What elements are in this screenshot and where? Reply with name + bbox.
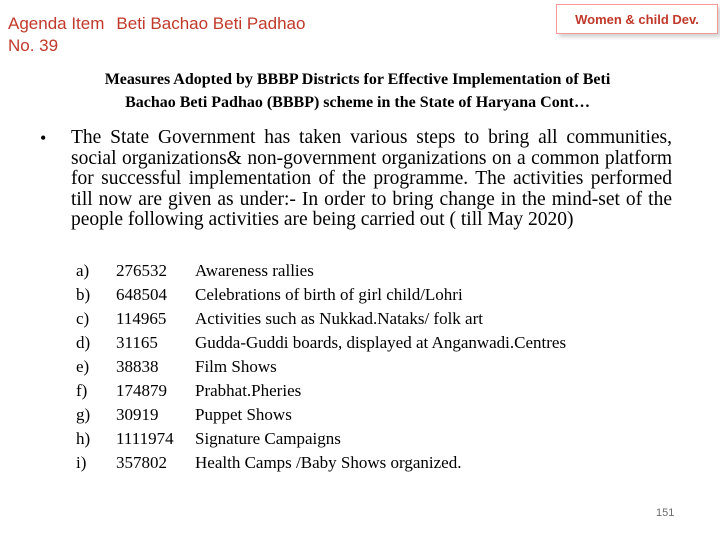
list-item-letter: e) [76, 357, 90, 376]
list-item-count: 648504 [116, 285, 167, 304]
agenda-line-1 [8, 13, 368, 35]
list-item [76, 355, 566, 379]
list-item-description: Gudda-Guddi boards, displayed at Anganwadi.Centres [195, 333, 567, 352]
list-item-count: 1111974 [116, 429, 174, 448]
list-item-count: 38838 [116, 357, 159, 376]
page-number: 151 [656, 507, 675, 519]
agenda-item-number: No. 39 [8, 36, 59, 55]
list-item [76, 259, 566, 283]
slide-heading [30, 68, 685, 114]
list-item-description: Puppet Shows [195, 405, 292, 424]
list-item [76, 331, 566, 355]
agenda-item-header [8, 13, 368, 57]
list-item-count: 276532 [116, 261, 167, 280]
activities-list [76, 259, 566, 475]
list-item [76, 427, 566, 451]
list-item-count: 114965 [116, 309, 167, 328]
list-item-description: Health Camps /Baby Shows organized. [195, 453, 462, 472]
list-item-description: Awareness rallies [195, 261, 314, 280]
bullet-point [40, 128, 672, 231]
list-item-letter: a) [76, 261, 90, 280]
heading-line-1: Measures Adopted by BBBP Districts for Effective Implementation of Beti [104, 71, 611, 88]
agenda-item-label: Agenda Item [8, 14, 105, 33]
list-item [76, 283, 566, 307]
list-item-count: 357802 [116, 453, 167, 472]
list-item [76, 451, 566, 475]
list-item-letter: h) [76, 429, 91, 448]
list-item [76, 403, 566, 427]
department-badge: Women & child Dev. [556, 4, 718, 34]
bullet-icon: • [40, 128, 47, 148]
agenda-item-title: Beti Bachao Beti Padhao [116, 14, 306, 33]
list-item [76, 307, 566, 331]
bullet-text: The State Government has taken various steps to bring all communities, social organizations& non-government organizations on a common platform for successful implementation of the programme. The activities performed till now are given as under:- In order to bring change in the mind-set of the people following activities are being carried out ( till May 2020) [71, 127, 672, 230]
list-item-description: Activities such as Nukkad.Nataks/ folk art [195, 309, 483, 328]
list-item-letter: d) [76, 333, 91, 352]
list-item-count: 30919 [116, 405, 159, 424]
list-item-letter: f) [76, 381, 88, 400]
list-item-letter: g) [76, 405, 91, 424]
list-item-count: 174879 [116, 381, 167, 400]
list-item [76, 379, 566, 403]
list-item-letter: c) [76, 309, 90, 328]
heading-line-2: Bachao Beti Padhao (BBBP) scheme in the State of Haryana Cont… [125, 94, 590, 111]
list-item-letter: i) [76, 453, 87, 472]
list-item-description: Signature Campaigns [195, 429, 341, 448]
list-item-description: Celebrations of birth of girl child/Lohri [195, 285, 463, 304]
list-item-letter: b) [76, 285, 91, 304]
list-item-description: Prabhat.Pheries [195, 381, 302, 400]
list-item-description: Film Shows [195, 357, 277, 376]
list-item-count: 31165 [116, 333, 158, 352]
